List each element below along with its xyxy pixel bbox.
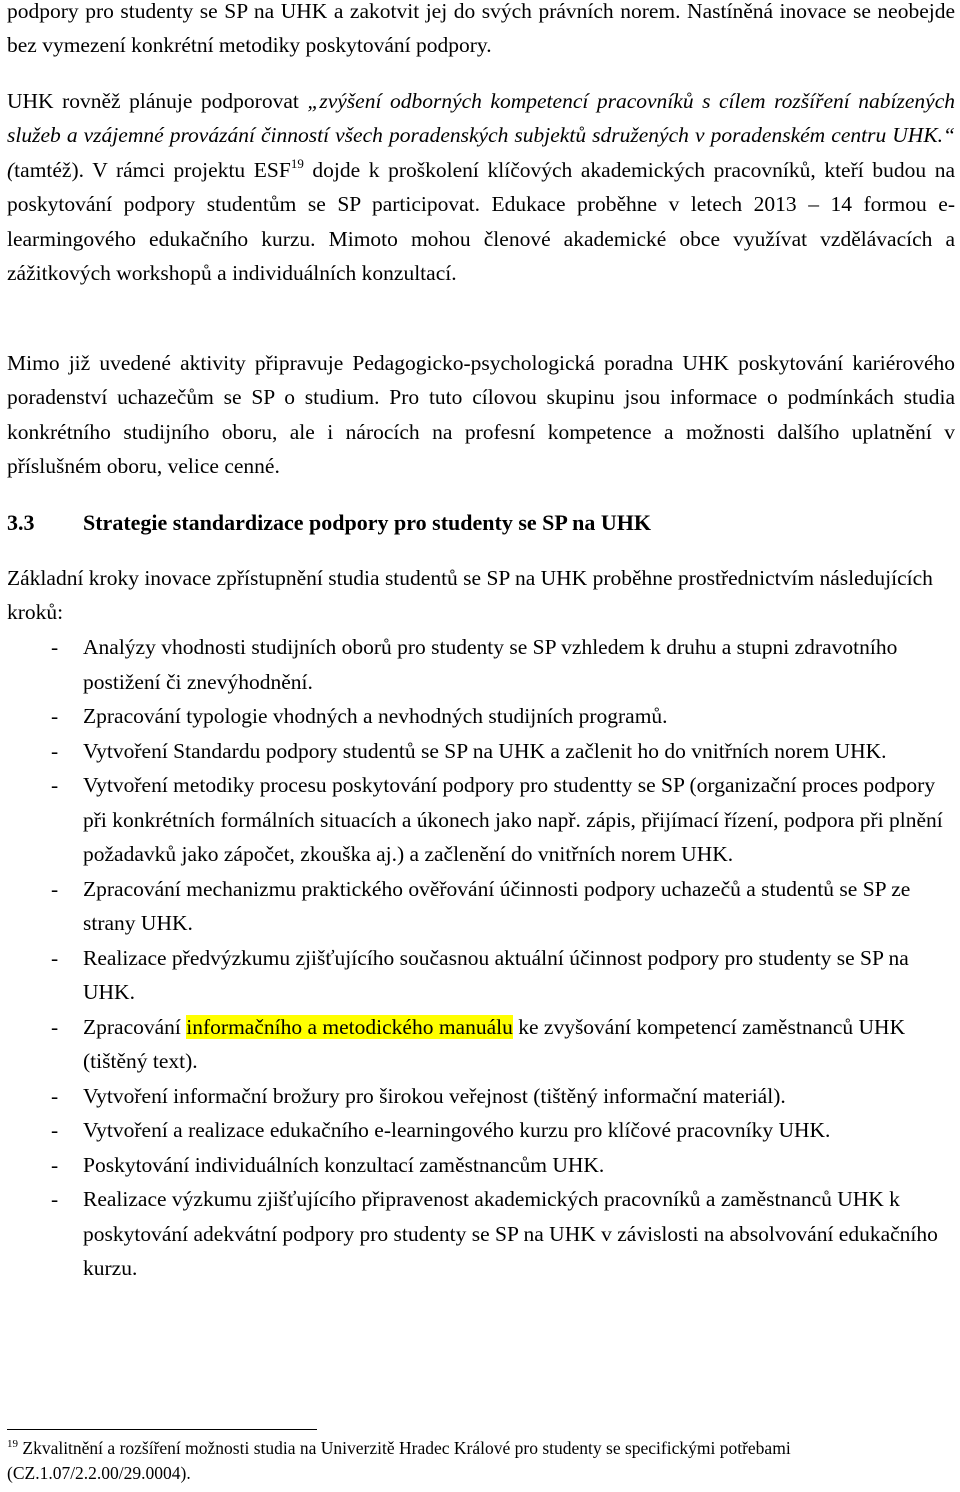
paragraph-odborne-kompetence: [7, 84, 955, 290]
list-dash: -: [51, 1014, 59, 1039]
list-item: [7, 734, 955, 769]
paragraph-intro: UHK rovněž plánuje podporovat: [7, 89, 308, 113]
list-item: [7, 1079, 955, 1114]
footnote-number: 19: [7, 1438, 18, 1450]
footnote-reference: 19: [290, 155, 304, 171]
list-dash: -: [51, 876, 59, 901]
highlighted-text: informačního a metodického manuálu: [186, 1014, 513, 1039]
list-item-text: Vytvoření Standardu podpory studentů se SP na UHK a začlenit ho do vnitřních norem UHK.: [83, 738, 887, 763]
list-item-text: Realizace výzkumu zjišťujícího připravenost akademických pracovníků a zaměstnanců UHK k poskytování adekvátní podpory pro studenty se SP na UHK v závislosti na absolvování edukačního kurzu.: [83, 1187, 938, 1280]
paragraph-text: Základní kroky inovace zpřístupnění studia studentů se SP na UHK proběhne prostřednictvím následujících kroků:: [7, 566, 933, 625]
list-dash: -: [51, 704, 59, 728]
list-item: [7, 1113, 955, 1148]
list-item: [7, 630, 955, 699]
list-item: [7, 699, 955, 734]
list-item-text: Zpracování mechanizmu praktického ověřování účinnosti podpory uchazečů a studentů se SP ze strany UHK.: [83, 876, 911, 935]
italic-quote: „zvýšení odborných kompetencí pracovníků s cílem rozšíření nabízených služeb a vzájemné provázání činností všech poradenských subjektů sdružených v poradenském centru UHK.“ (: [7, 89, 955, 182]
list-item-text: Poskytování individuálních konzultací zaměstnancům UHK.: [83, 1152, 605, 1177]
list-dash: -: [51, 1187, 59, 1211]
list-dash: -: [51, 1152, 59, 1177]
list-item: [7, 768, 955, 872]
paragraph-karierove-poradenstvi: [7, 346, 955, 484]
section-title: Strategie standardizace podpory pro studenty se SP na UHK: [83, 510, 651, 535]
list-item-text: Zpracování: [83, 1014, 187, 1039]
list-dash: -: [51, 738, 59, 763]
quote-source: tamtéž: [14, 157, 72, 182]
list-item: [7, 941, 955, 1010]
paragraph-podpora-inovace: [7, 0, 955, 63]
paragraph-zakladni-kroky: [7, 561, 955, 630]
list-item-text: ke zvyšování kompetencí zaměstnanců UHK (tištěný text).: [83, 1014, 906, 1073]
paragraph-rest: dojde k proškolení klíčových akademických pracovníků, kteří budou na poskytování podpory studentům se SP participovat. Edukace proběhne v letech 2013 – 14 formou e-learmingového edukačního kurzu. Mimoto mohou členové akademické obce využívat vzdělávacích a zážitkových workshopů a individuálních konzultací.: [7, 157, 955, 286]
paragraph-text: Mimo již uvedené aktivity připravuje Pedagogicko-psychologická poradna UHK poskytování kariérového poradenství uchazečům se SP o studium. Pro tuto cílovou skupinu jsou informace o podmínkách studia konkrétního studijního oboru, ale i nárocích na profesní kompetence a možnosti dalšího uplatnění v příslušném oboru, velice cenné.: [7, 351, 955, 479]
list-item-text: Zpracování typologie vhodných a nevhodných studijních programů.: [83, 704, 668, 728]
section-heading: [7, 506, 955, 540]
list-dash: -: [51, 1083, 59, 1108]
list-item-text: Vytvoření informační brožury pro širokou veřejnost (tištěný informační materiál).: [83, 1083, 786, 1108]
list-item-text: Vytvoření metodiky procesu poskytování podpory pro studentty se SP (organizační proces podpory při konkrétních formálních situacích a úkonech jako např. zápis, přijímací řízení, podpora při plnění požadavků jako zápočet, zkouška aj.) a začlenění do vnitřních norem UHK.: [83, 773, 943, 866]
list-item: [7, 872, 955, 941]
list-item-text: Analýzy vhodnosti studijních oborů pro studenty se SP vzhledem k druhu a stupni zdravotního postižení či znevýhodnění.: [83, 635, 898, 694]
footnote-text: Zkvalitnění a rozšíření možnosti studia na Univerzitě Hradec Králové pro studenty se specifickými potřebami (CZ.1.07/2.2.00/29.0004).: [7, 1438, 791, 1483]
list-item: [7, 1182, 955, 1286]
list-item: [7, 1148, 955, 1183]
list-item-text: Realizace předvýzkumu zjišťujícího současnou aktuální účinnost podpory pro studenty se SP na UHK.: [83, 945, 909, 1004]
list-item: [7, 1010, 955, 1079]
section-number: 3.3: [7, 510, 35, 535]
list-dash: -: [51, 635, 59, 659]
footnote: [7, 1436, 955, 1486]
footnote-separator: [7, 1429, 317, 1430]
list-dash: -: [51, 1118, 59, 1142]
list-dash: -: [51, 773, 59, 797]
paragraph-text: podpory pro studenty se SP na UHK a zakotvit jej do svých právních norem. Nastíněná inovace se neobejde bez vymezení konkrétní metodiky poskytování podpory.: [7, 0, 955, 58]
steps-list: [7, 630, 955, 1286]
list-dash: -: [51, 945, 59, 970]
list-item-text: Vytvoření a realizace edukačního e-learningového kurzu pro klíčové pracovníky UHK.: [83, 1118, 831, 1142]
paragraph-esf-text: ). V rámci projektu ESF: [71, 157, 291, 182]
